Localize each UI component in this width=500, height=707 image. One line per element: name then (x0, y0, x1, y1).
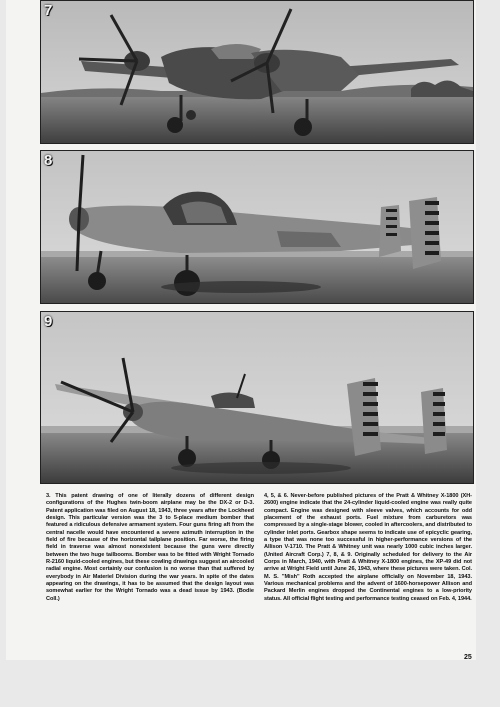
aircraft-photo-side-view (41, 151, 473, 303)
aircraft-photo-rear-quarter-view (41, 312, 473, 483)
aircraft-photo-front-view (41, 1, 473, 143)
photo-number: 8 (44, 152, 53, 169)
photo-number: 9 (44, 313, 53, 330)
photo-8 (40, 150, 474, 304)
page-number: 25 (464, 654, 472, 661)
magazine-page (6, 0, 476, 660)
photo-number: 7 (44, 2, 53, 19)
photo-9 (40, 311, 474, 484)
photo-7 (40, 0, 474, 144)
caption-left-column: 3. This patent drawing of one of literally dozens of different design configurations of the Hughes twin-boom airplane may be the DX-2 or D-3. Patent application was filed on August 18, 1943, three years after the Lockheed design. This particular version was the 3 to 5-place medium bomber that featured a ridiculous defensive armament system. Four guns firing aft from the central nacelle would have encountered a severe azimuth interruption in the field of fire because of the horizontal tailplane position. Far worse, the firing field in traverse was almost nonexistent because the guns were directly between the two huge tailbooms. Bomber was to be fitted with Wright Tornado R-2160 liquid-cooled engines, but these cowling drawings suggest an aircooled radial engine. Most certainly our confusion is no worse than that suffered by everybody in Air Materiel Division during the war years. In spite of the dates appearing on the drawings, it has to be assumed that the design layout was somewhat earlier for the Wright Tornado was a dead issue by 1943. (Bodie Coll.) (46, 493, 254, 602)
caption-right-column: 4, 5, & 6. Never-before published pictures of the Pratt & Whitney X-1800 (XH-2600) engine indicate that the 24-cylinder liquid-cooled engine was really quite compact. Engine was designed with sleeve valves, which accounts for odd placement of the exhaust ports. Fuel mixture from carburetors was compressed by a single-stage blower, cooled in aftercoolers, and distributed to cylinder inlet ports. Gearbox shape seems to indicate use of epicyclic gearing, a type that was none too successful in higher-performance versions of the Allison V-1710. The Pratt & Whitney unit was nearly 1000 cubic inches larger. (United Aircraft Corp.) 7, 8, & 9. Originally scheduled for delivery to the Air Corps in March, 1940, with Pratt & Whitney X-1800 engines, the XP-49 did not arrive at Wright Field until June 26, 1943, where these pictures were taken. Col. M. S. "Mish" Roth accepted the airplane officially on November 18, 1943. Various mechanical problems and the advent of 1600-horsepower Allison and Packard Merlin engines dropped the Continental engines to a low-priority status. All official flight testing and performance testing ceased on Feb. 4, 1944. (264, 493, 472, 602)
